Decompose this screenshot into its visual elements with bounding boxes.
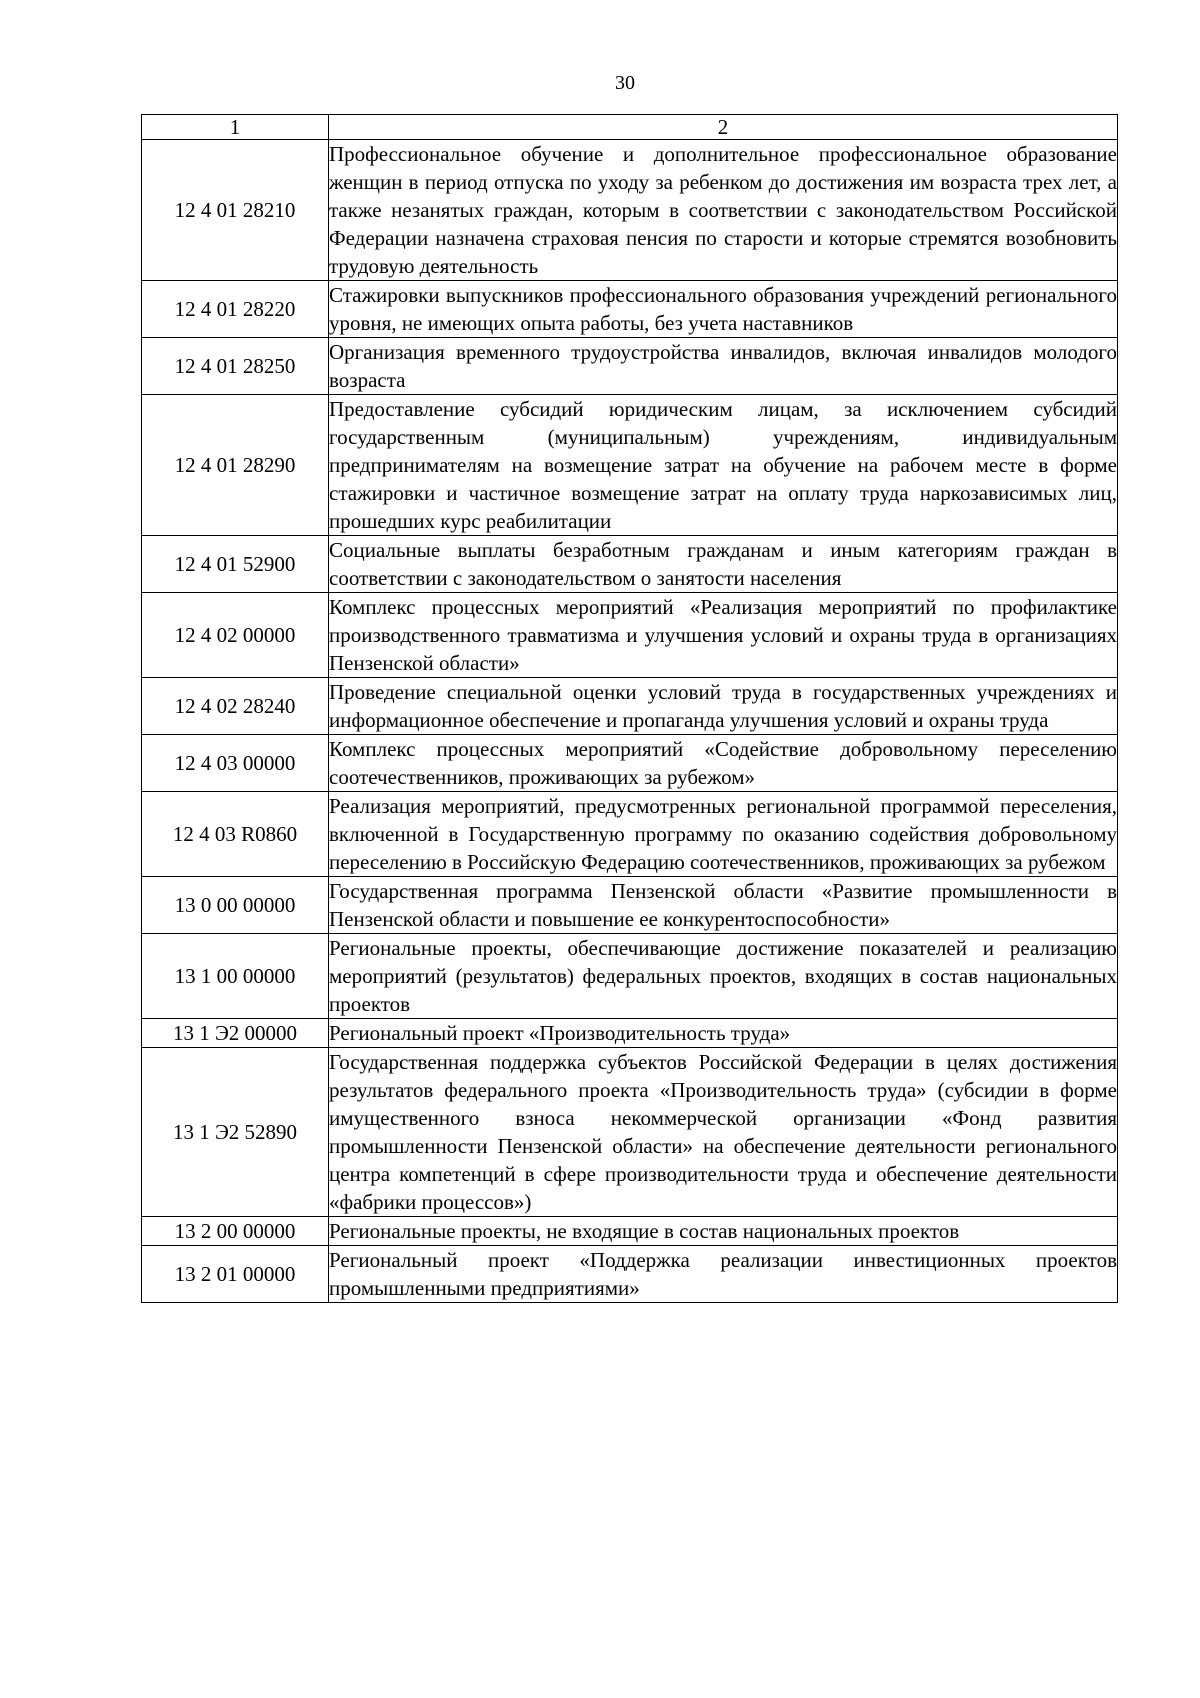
table-row xyxy=(142,934,1118,1019)
table-row xyxy=(142,1217,1118,1246)
row-code-cell: 12 4 02 00000 xyxy=(142,593,329,678)
row-description-cell: Региональный проект «Производительность труда» xyxy=(329,1019,1118,1048)
table-row xyxy=(142,877,1118,934)
table-row xyxy=(142,1048,1118,1217)
row-description-cell: Реализация мероприятий, предусмотренных региональной программой переселения, включенной в Государственную программу по оказанию содействия добровольному переселению в Российскую Федерацию соотечественников, проживающих за рубежом xyxy=(329,792,1118,877)
row-description-cell: Региональные проекты, не входящие в состав национальных проектов xyxy=(329,1217,1118,1246)
row-code-cell: 13 1 Э2 00000 xyxy=(142,1019,329,1048)
row-description-cell: Государственная программа Пензенской области «Развитие промышленности в Пензенской области и повышение ее конкурентоспособности» xyxy=(329,877,1118,934)
row-code-cell: 13 1 Э2 52890 xyxy=(142,1048,329,1217)
row-code-cell: 13 0 00 00000 xyxy=(142,877,329,934)
table-row xyxy=(142,792,1118,877)
table-row xyxy=(142,593,1118,678)
row-description-cell: Региональные проекты, обеспечивающие достижение показателей и реализацию мероприятий (результатов) федеральных проектов, входящих в состав национальных проектов xyxy=(329,934,1118,1019)
row-code-cell: 12 4 02 28240 xyxy=(142,678,329,735)
table-row xyxy=(142,678,1118,735)
page-number: 30 xyxy=(615,72,635,94)
row-code-cell: 12 4 01 28220 xyxy=(142,281,329,338)
row-code-cell: 12 4 01 28210 xyxy=(142,140,329,281)
table-row xyxy=(142,395,1118,536)
row-code-cell: 12 4 03 R0860 xyxy=(142,792,329,877)
row-description-cell: Проведение специальной оценки условий труда в государственных учреждениях и информационное обеспечение и пропаганда улучшения условий и охраны труда xyxy=(329,678,1118,735)
row-code-cell: 12 4 01 28250 xyxy=(142,338,329,395)
table-row xyxy=(142,140,1118,281)
table-row xyxy=(142,1246,1118,1303)
row-code-cell: 12 4 01 52900 xyxy=(142,536,329,593)
table-row xyxy=(142,735,1118,792)
table-row xyxy=(142,536,1118,593)
table-header-row xyxy=(142,115,1118,140)
row-description-cell: Организация временного трудоустройства инвалидов, включая инвалидов молодого возраста xyxy=(329,338,1118,395)
row-description-cell: Региональный проект «Поддержка реализации инвестиционных проектов промышленными предприятиями» xyxy=(329,1246,1118,1303)
row-code-cell: 13 2 01 00000 xyxy=(142,1246,329,1303)
row-code-cell: 12 4 03 00000 xyxy=(142,735,329,792)
row-code-cell: 12 4 01 28290 xyxy=(142,395,329,536)
budget-classification-table xyxy=(141,114,1118,1303)
row-code-cell: 13 1 00 00000 xyxy=(142,934,329,1019)
table-row xyxy=(142,338,1118,395)
row-description-cell: Социальные выплаты безработным гражданам и иным категориям граждан в соответствии с законодательством о занятости населения xyxy=(329,536,1118,593)
table-row xyxy=(142,1019,1118,1048)
header-cell-name: 2 xyxy=(329,115,1118,140)
header-cell-code: 1 xyxy=(142,115,329,140)
row-description-cell: Предоставление субсидий юридическим лицам, за исключением субсидий государственным (муниципальным) учреждениям, индивидуальным предпринимателям на возмещение затрат на обучение на рабочем месте в форме стажировки и частичное возмещение затрат на оплату труда наркозависимых лиц, прошедших курс реабилитации xyxy=(329,395,1118,536)
row-description-cell: Государственная поддержка субъектов Российской Федерации в целях достижения результатов федерального проекта «Производительность труда» (субсидии в форме имущественного взноса некоммерческой организации «Фонд развития промышленности Пензенской области» на обеспечение деятельности регионального центра компетенций в сфере производительности труда и обеспечение деятельности «фабрики процессов») xyxy=(329,1048,1118,1217)
row-description-cell: Стажировки выпускников профессионального образования учреждений регионального уровня, не имеющих опыта работы, без учета наставников xyxy=(329,281,1118,338)
row-code-cell: 13 2 00 00000 xyxy=(142,1217,329,1246)
row-description-cell: Профессиональное обучение и дополнительное профессиональное образование женщин в период отпуска по уходу за ребенком до достижения им возраста трех лет, а также незанятых граждан, которым в соответствии с законодательством Российской Федерации назначена страховая пенсия по старости и которые стремятся возобновить трудовую деятельность xyxy=(329,140,1118,281)
row-description-cell: Комплекс процессных мероприятий «Реализация мероприятий по профилактике производственного травматизма и улучшения условий и охраны труда в организациях Пензенской области» xyxy=(329,593,1118,678)
row-description-cell: Комплекс процессных мероприятий «Содействие добровольному переселению соотечественников, проживающих за рубежом» xyxy=(329,735,1118,792)
table-row xyxy=(142,281,1118,338)
